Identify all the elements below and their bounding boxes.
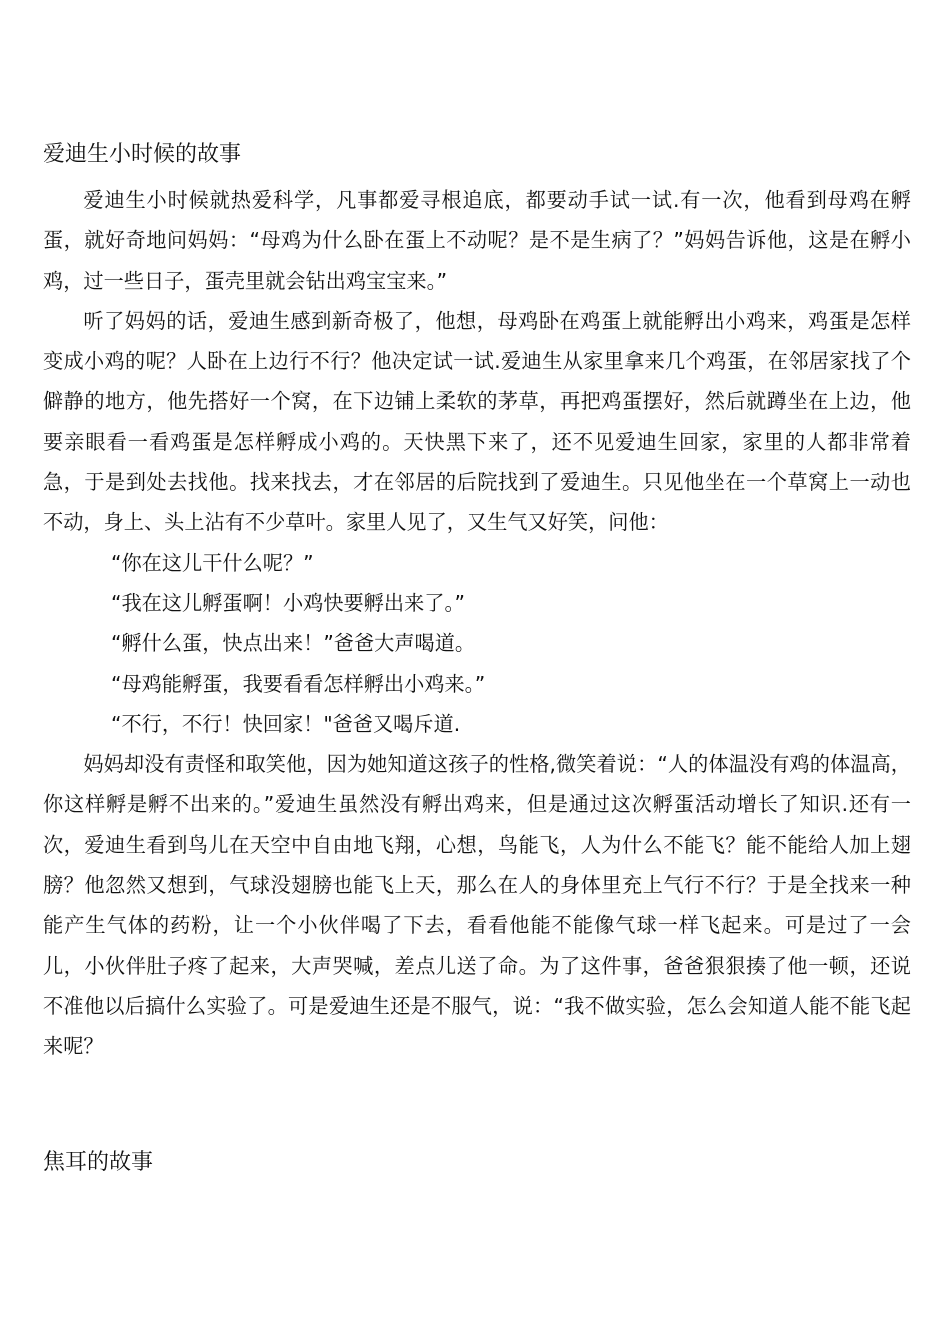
story-body-edison [43, 180, 911, 1067]
dialogue-line: “我在这儿孵蛋啊！小鸡快要孵出来了。” [111, 590, 466, 615]
story-title-joule: 焦耳的故事 [43, 1150, 154, 1175]
dialogue-line: “孵什么蛋，快点出来！”爸爸大声喝道。 [111, 631, 476, 656]
story-paragraph: 妈妈却没有责怪和取笑他，因为她知道这孩子的性格,微笑着说：“人的体温没有鸡的体温高，你这样孵是孵不出来的。”爱迪生虽然没有孵出鸡来，但是通过这次孵蛋活动增长了知识.还有一次，爱迪生看到鸟儿在天空中自由地飞翔，心想，鸟能飞，人为什么不能飞？能不能给人加上翅膀？他忽然又想到，气球没翅膀也能飞上天，那么在人的身体里充上气行不行？于是全找来一种能产生气体的药粉，让一个小伙伴喝了下去，看看他能不能像气球一样飞起来。可是过了一会儿，小伙伴肚子疼了起来，大声哭喊，差点儿送了命。为了这件事，爸爸狠狠揍了他一顿，还说不准他以后搞什么实验了。可是爱迪生还是不服气，说：“我不做实验，怎么会知道人能不能飞起来呢？ [43, 752, 911, 1059]
dialogue-line: “你在这儿干什么呢？” [111, 550, 314, 575]
story-paragraph: 爱迪生小时候就热爱科学，凡事都爱寻根追底，都要动手试一试.有一次，他看到母鸡在孵蛋，就好奇地问妈妈：“母鸡为什么卧在蛋上不动呢？是不是生病了？”妈妈告诉他，这是在孵小鸡，过一些日子，蛋壳里就会钻出鸡宝宝来。” [43, 188, 911, 293]
dialogue-line: “母鸡能孵蛋，我要看看怎样孵出小鸡来。” [111, 671, 486, 696]
dialogue-line: “不行，不行！快回家！"爸爸又喝斥道. [111, 711, 461, 736]
story-title-edison: 爱迪生小时候的故事 [43, 142, 242, 167]
story-paragraph: 听了妈妈的话，爱迪生感到新奇极了，他想，母鸡卧在鸡蛋上就能孵出小鸡来，鸡蛋是怎样变成小鸡的呢？人卧在上边行不行？他决定试一试.爱迪生从家里拿来几个鸡蛋，在邻居家找了个僻静的地方，他先搭好一个窝，在下边铺上柔软的茅草，再把鸡蛋摆好，然后就蹲坐在上边，他要亲眼看一看鸡蛋是怎样孵成小鸡的。天快黑下来了，还不见爱迪生回家，家里的人都非常着急，于是到处去找他。找来找去，才在邻居的后院找到了爱迪生。只见他坐在一个草窝上一动也不动，身上、头上沾有不少草叶。家里人见了，又生气又好笑，问他： [43, 308, 911, 535]
